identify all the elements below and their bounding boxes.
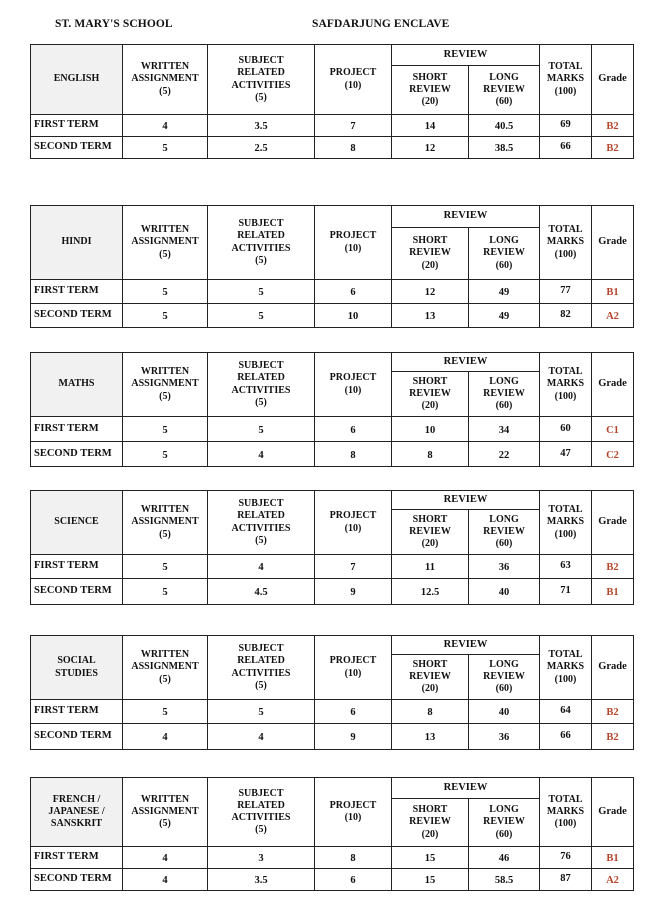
- subject-activities-value: 4: [208, 442, 315, 467]
- col-short-review: [392, 228, 469, 280]
- col-review: REVIEW: [392, 491, 540, 510]
- header-line: (10): [344, 522, 362, 534]
- term-label: SECOND TERM: [31, 579, 123, 605]
- header-line: SHORT: [412, 804, 448, 816]
- marks-table: [30, 635, 634, 750]
- long-review-value: 36: [469, 555, 540, 579]
- long-review-value: 34: [469, 417, 540, 442]
- long-review-value: 22: [469, 442, 540, 467]
- marks-table: [30, 352, 634, 467]
- total-marks-value: 47: [540, 442, 592, 467]
- header-line: ASSIGNMENT: [131, 236, 199, 248]
- subject-name: [31, 353, 123, 417]
- header-line: ACTIVITIES: [231, 522, 291, 534]
- header-line: RELATED: [237, 655, 285, 667]
- header-line: PROJECT: [329, 67, 377, 79]
- subject-activities-value: 5: [208, 280, 315, 304]
- header-line: (60): [495, 538, 513, 550]
- header-line: (10): [344, 667, 362, 679]
- header-line: SHORT: [412, 513, 448, 525]
- header-line: REVIEW: [409, 816, 451, 828]
- header-line: REVIEW: [409, 387, 451, 399]
- header-line: (100): [554, 673, 577, 685]
- written-assignment-value: 4: [123, 869, 208, 891]
- header-line: (100): [554, 818, 577, 830]
- header-line: WRITTEN: [140, 224, 190, 236]
- header-line: RELATED: [237, 67, 285, 79]
- table-row: [31, 724, 634, 750]
- header-line: LONG: [489, 71, 519, 83]
- header-line: (20): [421, 400, 439, 412]
- long-review-value: 49: [469, 280, 540, 304]
- project-value: 7: [315, 115, 392, 137]
- grade-value: C1: [592, 417, 634, 442]
- written-assignment-value: 5: [123, 417, 208, 442]
- header-line: (10): [344, 812, 362, 823]
- subject-activities-value: 3: [208, 847, 315, 869]
- header-line: MARKS: [546, 805, 585, 817]
- header-line: MARKS: [546, 378, 585, 390]
- project-value: 6: [315, 417, 392, 442]
- header-line: FRENCH /: [52, 793, 101, 805]
- table-row: [31, 417, 634, 442]
- header-line: (5): [255, 679, 267, 691]
- col-total-marks: [540, 778, 592, 847]
- table-row: [31, 847, 634, 869]
- col-project: [315, 206, 392, 280]
- marks-table: [30, 777, 634, 891]
- header-line: (5): [255, 91, 267, 103]
- col-grade: Grade: [592, 353, 634, 417]
- header-line: SUBJECT: [238, 218, 284, 230]
- term-label: SECOND TERM: [31, 724, 123, 750]
- project-value: 6: [315, 869, 392, 891]
- short-review-value: 13: [392, 724, 469, 750]
- total-marks-value: 82: [540, 304, 592, 328]
- header-line: SUBJECT: [238, 55, 284, 67]
- header-line: SHORT: [412, 71, 448, 83]
- header-line: RELATED: [237, 372, 285, 384]
- short-review-value: 12: [392, 137, 469, 159]
- subject-activities-value: 5: [208, 304, 315, 328]
- col-short-review: [392, 510, 469, 555]
- header-line: RELATED: [237, 510, 285, 522]
- header-line: (5): [159, 818, 171, 830]
- col-grade: Grade: [592, 206, 634, 280]
- header-line: (60): [495, 96, 513, 108]
- subject-activities-value: 3.5: [208, 115, 315, 137]
- project-value: 6: [315, 700, 392, 724]
- header-line: (5): [159, 248, 171, 260]
- header-line: (5): [255, 534, 267, 546]
- col-written-assignment: [123, 778, 208, 847]
- header-line: SANSKRIT: [50, 818, 103, 830]
- header-line: TOTAL: [548, 61, 583, 73]
- grade-value: B2: [592, 555, 634, 579]
- written-assignment-value: 5: [123, 579, 208, 605]
- col-review: REVIEW: [392, 353, 540, 372]
- project-value: 7: [315, 555, 392, 579]
- header-line: TOTAL: [548, 793, 583, 805]
- header-line: REVIEW: [409, 670, 451, 682]
- table-row: [31, 137, 634, 159]
- header-line: LONG: [489, 804, 519, 816]
- col-project: [315, 636, 392, 700]
- col-long-review: [469, 228, 540, 280]
- header-line: (5): [159, 390, 171, 402]
- long-review-value: 40: [469, 700, 540, 724]
- header-line: (5): [255, 396, 267, 408]
- col-subject-activities: [208, 491, 315, 555]
- grade-value: B2: [592, 700, 634, 724]
- marks-table: [30, 44, 634, 159]
- subject-name: [31, 778, 123, 847]
- header-line: TOTAL: [548, 649, 583, 661]
- header-line: (10): [344, 242, 362, 254]
- subject-activities-value: 4: [208, 555, 315, 579]
- subject-activities-value: 5: [208, 417, 315, 442]
- col-subject-activities: [208, 206, 315, 280]
- col-review: REVIEW: [392, 778, 540, 799]
- term-label: SECOND TERM: [31, 137, 123, 159]
- header-line: MARKS: [546, 516, 585, 528]
- header-line: (5): [159, 85, 171, 97]
- long-review-value: 40.5: [469, 115, 540, 137]
- grade-value: A2: [592, 304, 634, 328]
- col-subject-activities: [208, 353, 315, 417]
- short-review-value: 10: [392, 417, 469, 442]
- col-total-marks: [540, 491, 592, 555]
- total-marks-value: 76: [540, 847, 592, 869]
- header-line: ASSIGNMENT: [131, 516, 199, 528]
- header-line: REVIEW: [483, 525, 525, 537]
- header-line: WRITTEN: [140, 366, 190, 378]
- header-line: (20): [421, 96, 439, 108]
- total-marks-value: 60: [540, 417, 592, 442]
- long-review-value: 58.5: [469, 869, 540, 891]
- header-line: (10): [344, 384, 362, 396]
- long-review-value: 38.5: [469, 137, 540, 159]
- table-row: [31, 442, 634, 467]
- header-line: LONG: [489, 375, 519, 387]
- col-grade: Grade: [592, 491, 634, 555]
- header-line: HINDI: [61, 236, 92, 248]
- header-line: REVIEW: [483, 83, 525, 95]
- header-line: (100): [554, 85, 577, 97]
- col-grade: Grade: [592, 45, 634, 115]
- school-name: ST. MARY'S SCHOOL: [55, 18, 173, 30]
- total-marks-value: 66: [540, 724, 592, 750]
- header-line: TOTAL: [548, 504, 583, 516]
- project-value: 6: [315, 280, 392, 304]
- grade-value: B2: [592, 137, 634, 159]
- subject-name: [31, 636, 123, 700]
- header-line: SHORT: [412, 375, 448, 387]
- header-line: ASSIGNMENT: [131, 73, 199, 85]
- header-line: REVIEW: [409, 83, 451, 95]
- header-line: SHORT: [412, 235, 448, 247]
- header-line: PROJECT: [329, 372, 377, 384]
- short-review-value: 8: [392, 442, 469, 467]
- header-line: REVIEW: [409, 525, 451, 537]
- subject-name: [31, 491, 123, 555]
- col-review: REVIEW: [392, 636, 540, 655]
- header-line: MATHS: [58, 378, 95, 390]
- header-line: SUBJECT: [238, 498, 284, 510]
- col-total-marks: [540, 206, 592, 280]
- header-line: REVIEW: [483, 816, 525, 828]
- table-row: [31, 280, 634, 304]
- col-project: [315, 353, 392, 417]
- header-line: WRITTEN: [140, 504, 190, 516]
- subject-activities-value: 3.5: [208, 869, 315, 891]
- col-written-assignment: [123, 45, 208, 115]
- header-line: (20): [421, 538, 439, 550]
- subject-name: [31, 45, 123, 115]
- col-short-review: [392, 655, 469, 700]
- short-review-value: 14: [392, 115, 469, 137]
- header-line: REVIEW: [409, 247, 451, 259]
- header-line: MARKS: [546, 236, 585, 248]
- term-label: FIRST TERM: [31, 700, 123, 724]
- total-marks-value: 77: [540, 280, 592, 304]
- subject-activities-value: 2.5: [208, 137, 315, 159]
- marks-table: [30, 205, 634, 328]
- col-long-review: [469, 66, 540, 115]
- col-total-marks: [540, 45, 592, 115]
- total-marks-value: 87: [540, 869, 592, 891]
- header-line: (60): [495, 828, 513, 840]
- col-short-review: [392, 66, 469, 115]
- col-total-marks: [540, 636, 592, 700]
- header-line: (100): [554, 248, 577, 260]
- grade-value: B1: [592, 579, 634, 605]
- table-row: [31, 869, 634, 891]
- header-line: STUDIES: [55, 667, 98, 679]
- header-line: JAPANESE /: [48, 805, 105, 817]
- term-label: SECOND TERM: [31, 869, 123, 891]
- header-line: REVIEW: [483, 670, 525, 682]
- written-assignment-value: 5: [123, 137, 208, 159]
- marks-table: [30, 490, 634, 605]
- header-line: ACTIVITIES: [231, 812, 291, 823]
- header-line: REVIEW: [483, 387, 525, 399]
- header-line: (5): [159, 528, 171, 540]
- header-line: PROJECT: [329, 230, 377, 242]
- header-line: LONG: [489, 658, 519, 670]
- header-line: ASSIGNMENT: [131, 378, 199, 390]
- header-line: MARKS: [546, 661, 585, 673]
- col-long-review: [469, 655, 540, 700]
- header-line: (60): [495, 683, 513, 695]
- written-assignment-value: 4: [123, 115, 208, 137]
- header-line: LONG: [489, 235, 519, 247]
- total-marks-value: 69: [540, 115, 592, 137]
- header-line: ASSIGNMENT: [131, 661, 199, 673]
- col-project: [315, 45, 392, 115]
- header-line: LONG: [489, 513, 519, 525]
- short-review-value: 8: [392, 700, 469, 724]
- header-line: SOCIAL: [57, 655, 96, 667]
- col-written-assignment: [123, 353, 208, 417]
- short-review-value: 11: [392, 555, 469, 579]
- subject-activities-value: 5: [208, 700, 315, 724]
- written-assignment-value: 5: [123, 555, 208, 579]
- term-label: FIRST TERM: [31, 115, 123, 137]
- col-written-assignment: [123, 636, 208, 700]
- col-long-review: [469, 799, 540, 847]
- table-row: [31, 579, 634, 605]
- header-line: (5): [255, 254, 267, 266]
- header-line: SHORT: [412, 658, 448, 670]
- header-line: ENGLISH: [53, 73, 100, 85]
- col-subject-activities: [208, 636, 315, 700]
- col-review: REVIEW: [392, 45, 540, 66]
- col-project: [315, 778, 392, 847]
- written-assignment-value: 4: [123, 847, 208, 869]
- header-line: SCIENCE: [54, 516, 99, 528]
- short-review-value: 12: [392, 280, 469, 304]
- col-written-assignment: [123, 206, 208, 280]
- project-value: 9: [315, 724, 392, 750]
- subject-activities-value: 4.5: [208, 579, 315, 605]
- header-line: ACTIVITIES: [231, 667, 291, 679]
- col-project: [315, 491, 392, 555]
- col-short-review: [392, 372, 469, 417]
- col-written-assignment: [123, 491, 208, 555]
- written-assignment-value: 5: [123, 700, 208, 724]
- header-line: ACTIVITIES: [231, 79, 291, 91]
- header-line: ASSIGNMENT: [131, 805, 199, 817]
- term-label: SECOND TERM: [31, 442, 123, 467]
- grade-value: B1: [592, 847, 634, 869]
- header-line: (20): [421, 259, 439, 271]
- col-grade: Grade: [592, 636, 634, 700]
- header-line: TOTAL: [548, 366, 583, 378]
- table-row: [31, 304, 634, 328]
- long-review-value: 49: [469, 304, 540, 328]
- school-location: SAFDARJUNG ENCLAVE: [312, 18, 450, 30]
- total-marks-value: 71: [540, 579, 592, 605]
- project-value: 9: [315, 579, 392, 605]
- col-short-review: [392, 799, 469, 847]
- col-long-review: [469, 510, 540, 555]
- grade-value: B2: [592, 115, 634, 137]
- col-subject-activities: [208, 45, 315, 115]
- total-marks-value: 66: [540, 137, 592, 159]
- col-subject-activities: [208, 778, 315, 847]
- header-line: (20): [421, 828, 439, 840]
- term-label: FIRST TERM: [31, 847, 123, 869]
- subject-name: [31, 206, 123, 280]
- long-review-value: 46: [469, 847, 540, 869]
- header-line: RELATED: [237, 799, 285, 811]
- project-value: 10: [315, 304, 392, 328]
- col-total-marks: [540, 353, 592, 417]
- header-line: SUBJECT: [238, 360, 284, 372]
- long-review-value: 36: [469, 724, 540, 750]
- grade-value: B2: [592, 724, 634, 750]
- short-review-value: 15: [392, 869, 469, 891]
- project-value: 8: [315, 847, 392, 869]
- header-line: SUBJECT: [238, 643, 284, 655]
- written-assignment-value: 5: [123, 280, 208, 304]
- header-line: WRITTEN: [140, 793, 190, 805]
- total-marks-value: 64: [540, 700, 592, 724]
- header-line: (60): [495, 400, 513, 412]
- short-review-value: 12.5: [392, 579, 469, 605]
- short-review-value: 15: [392, 847, 469, 869]
- header-line: ACTIVITIES: [231, 384, 291, 396]
- header-line: WRITTEN: [140, 649, 190, 661]
- col-grade: Grade: [592, 778, 634, 847]
- written-assignment-value: 5: [123, 304, 208, 328]
- project-value: 8: [315, 442, 392, 467]
- grade-value: A2: [592, 869, 634, 891]
- grade-value: C2: [592, 442, 634, 467]
- short-review-value: 13: [392, 304, 469, 328]
- header-line: RELATED: [237, 230, 285, 242]
- written-assignment-value: 5: [123, 442, 208, 467]
- header-line: (100): [554, 390, 577, 402]
- header-line: (100): [554, 528, 577, 540]
- table-row: [31, 555, 634, 579]
- term-label: FIRST TERM: [31, 417, 123, 442]
- header-line: PROJECT: [329, 655, 377, 667]
- header-line: TOTAL: [548, 224, 583, 236]
- total-marks-value: 63: [540, 555, 592, 579]
- col-review: REVIEW: [392, 206, 540, 228]
- header-line: PROJECT: [329, 510, 377, 522]
- header-line: (5): [159, 673, 171, 685]
- subject-activities-value: 4: [208, 724, 315, 750]
- term-label: SECOND TERM: [31, 304, 123, 328]
- written-assignment-value: 4: [123, 724, 208, 750]
- header-line: WRITTEN: [140, 61, 190, 73]
- long-review-value: 40: [469, 579, 540, 605]
- grade-value: B1: [592, 280, 634, 304]
- table-row: [31, 115, 634, 137]
- col-long-review: [469, 372, 540, 417]
- header-line: (60): [495, 259, 513, 271]
- table-row: [31, 700, 634, 724]
- header-line: (10): [344, 79, 362, 91]
- header-line: (5): [255, 824, 267, 836]
- header-line: REVIEW: [483, 247, 525, 259]
- header-line: PROJECT: [329, 799, 377, 811]
- project-value: 8: [315, 137, 392, 159]
- header-line: ACTIVITIES: [231, 242, 291, 254]
- term-label: FIRST TERM: [31, 555, 123, 579]
- term-label: FIRST TERM: [31, 280, 123, 304]
- header-line: SUBJECT: [238, 787, 284, 799]
- header-line: MARKS: [546, 73, 585, 85]
- header-line: (20): [421, 683, 439, 695]
